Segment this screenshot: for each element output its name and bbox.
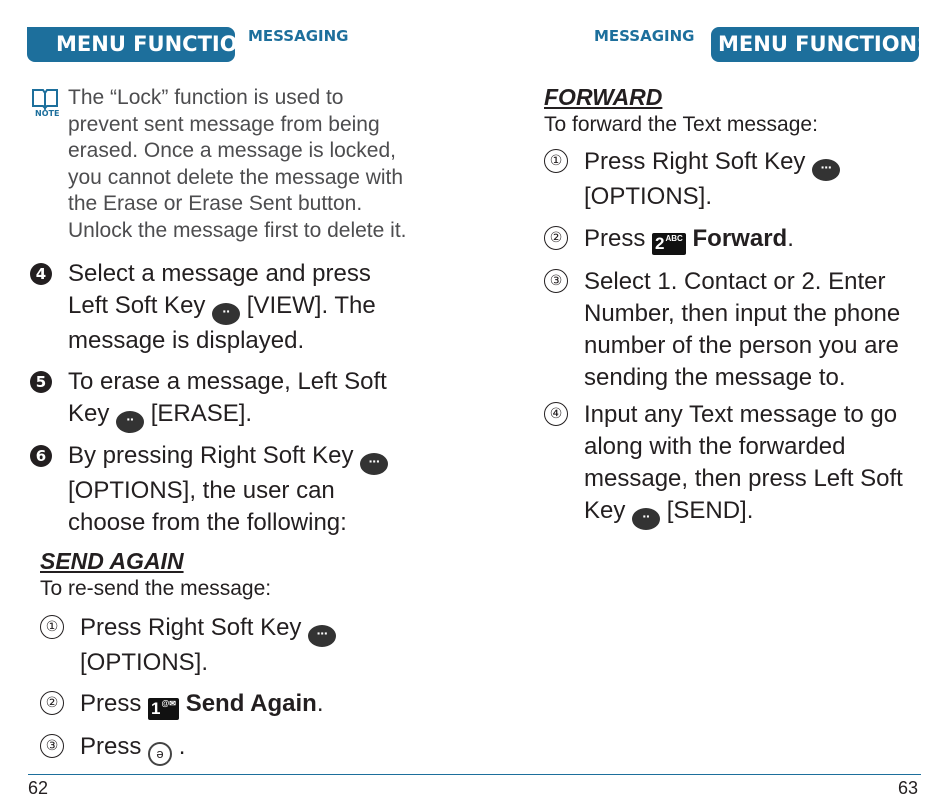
step-text: .: [316, 690, 324, 717]
step-4: [35, 258, 413, 357]
step-text: Press Right Soft Key: [80, 614, 302, 641]
send-again-step-3: [45, 731, 400, 766]
left-soft-key-icon: ··: [212, 303, 240, 325]
step-number: ④: [544, 402, 568, 426]
step-6: [35, 440, 413, 539]
lock-note: The “Lock” function is used to prevent sent message from being erased. Once a message is locked, you cannot delete the message with the Erase or Erase Sent button. Unlock the message first to delete it.: [68, 86, 407, 242]
left-soft-key-icon: ··: [632, 508, 660, 530]
send-again-step-1: [45, 612, 400, 679]
forward-step-4: [549, 399, 924, 530]
forward-label: Forward: [692, 225, 788, 252]
step-text: Select 1. Contact or 2. Enter Number, then input the phone number of the person you are sending the message to.: [584, 268, 901, 391]
note-book-icon: [30, 86, 60, 120]
step-text: Press: [584, 225, 646, 252]
left-soft-key-icon: ··: [116, 411, 144, 433]
page-number-left: 62: [28, 778, 49, 798]
step-text: Press Right Soft Key: [584, 148, 806, 175]
send-again-step-2: [45, 688, 400, 720]
menu-functions-banner-left: MENU FUNCTIONS: [27, 27, 235, 62]
section-label-right: MESSAGING: [594, 27, 695, 45]
step-number: ③: [544, 269, 568, 293]
key-sub-label: ABC: [665, 234, 683, 243]
right-soft-key-icon: ···: [812, 159, 840, 181]
key-2-icon: [652, 233, 686, 255]
step-text: Input any Text message to go along with the forwarded message, then press Left Soft Key: [584, 401, 903, 524]
key-label: 2: [655, 234, 665, 253]
step-number: ②: [544, 226, 568, 250]
step-text: To erase a message, Left Soft Key: [68, 368, 387, 427]
step-text: Press: [80, 690, 142, 717]
forward-step-3: [549, 266, 904, 394]
step-number: 5: [30, 371, 52, 393]
step-number: ②: [40, 691, 64, 715]
send-again-title: SEND AGAIN: [40, 548, 184, 574]
send-key-icon: ə: [148, 742, 172, 766]
step-text: .: [787, 225, 794, 252]
step-number: ③: [40, 734, 64, 758]
forward-step-1: [549, 146, 914, 213]
footer-divider: [28, 774, 921, 775]
step-text: [ERASE].: [150, 400, 253, 427]
send-again-label: Send Again: [185, 690, 317, 717]
forward-step-2: [549, 223, 914, 255]
right-soft-key-icon: ···: [308, 625, 336, 647]
right-soft-key-icon: ···: [360, 453, 388, 475]
step-number: 6: [30, 445, 52, 467]
step-text: [OPTIONS].: [80, 649, 209, 676]
key-1-icon: 1@✉: [148, 698, 179, 720]
forward-title: FORWARD: [544, 84, 663, 110]
step-text: Press: [80, 733, 142, 760]
step-text: .: [178, 733, 186, 760]
step-number: ①: [544, 149, 568, 173]
step-text: [SEND].: [666, 497, 754, 524]
section-label-left: MESSAGING: [248, 27, 349, 45]
forward-intro: To forward the Text message:: [544, 113, 818, 136]
menu-functions-banner-right: MENU FUNCTIONS: [711, 27, 919, 62]
page-number-right: 63: [898, 778, 919, 798]
key-label: 1: [151, 699, 161, 718]
step-text: [OPTIONS].: [584, 183, 713, 210]
step-text: [OPTIONS], the user can choose from the following:: [68, 477, 347, 536]
step-text: [VIEW]. The message is displayed.: [68, 292, 376, 354]
send-again-intro: To re-send the message:: [40, 577, 272, 600]
note-icon-label: NOTE: [35, 109, 60, 118]
step-5: [35, 366, 413, 433]
step-text: By pressing Right Soft Key: [68, 442, 354, 469]
step-number: 4: [30, 263, 52, 285]
step-text: Select a message and press Left Soft Key: [68, 260, 371, 319]
step-number: ①: [40, 615, 64, 639]
